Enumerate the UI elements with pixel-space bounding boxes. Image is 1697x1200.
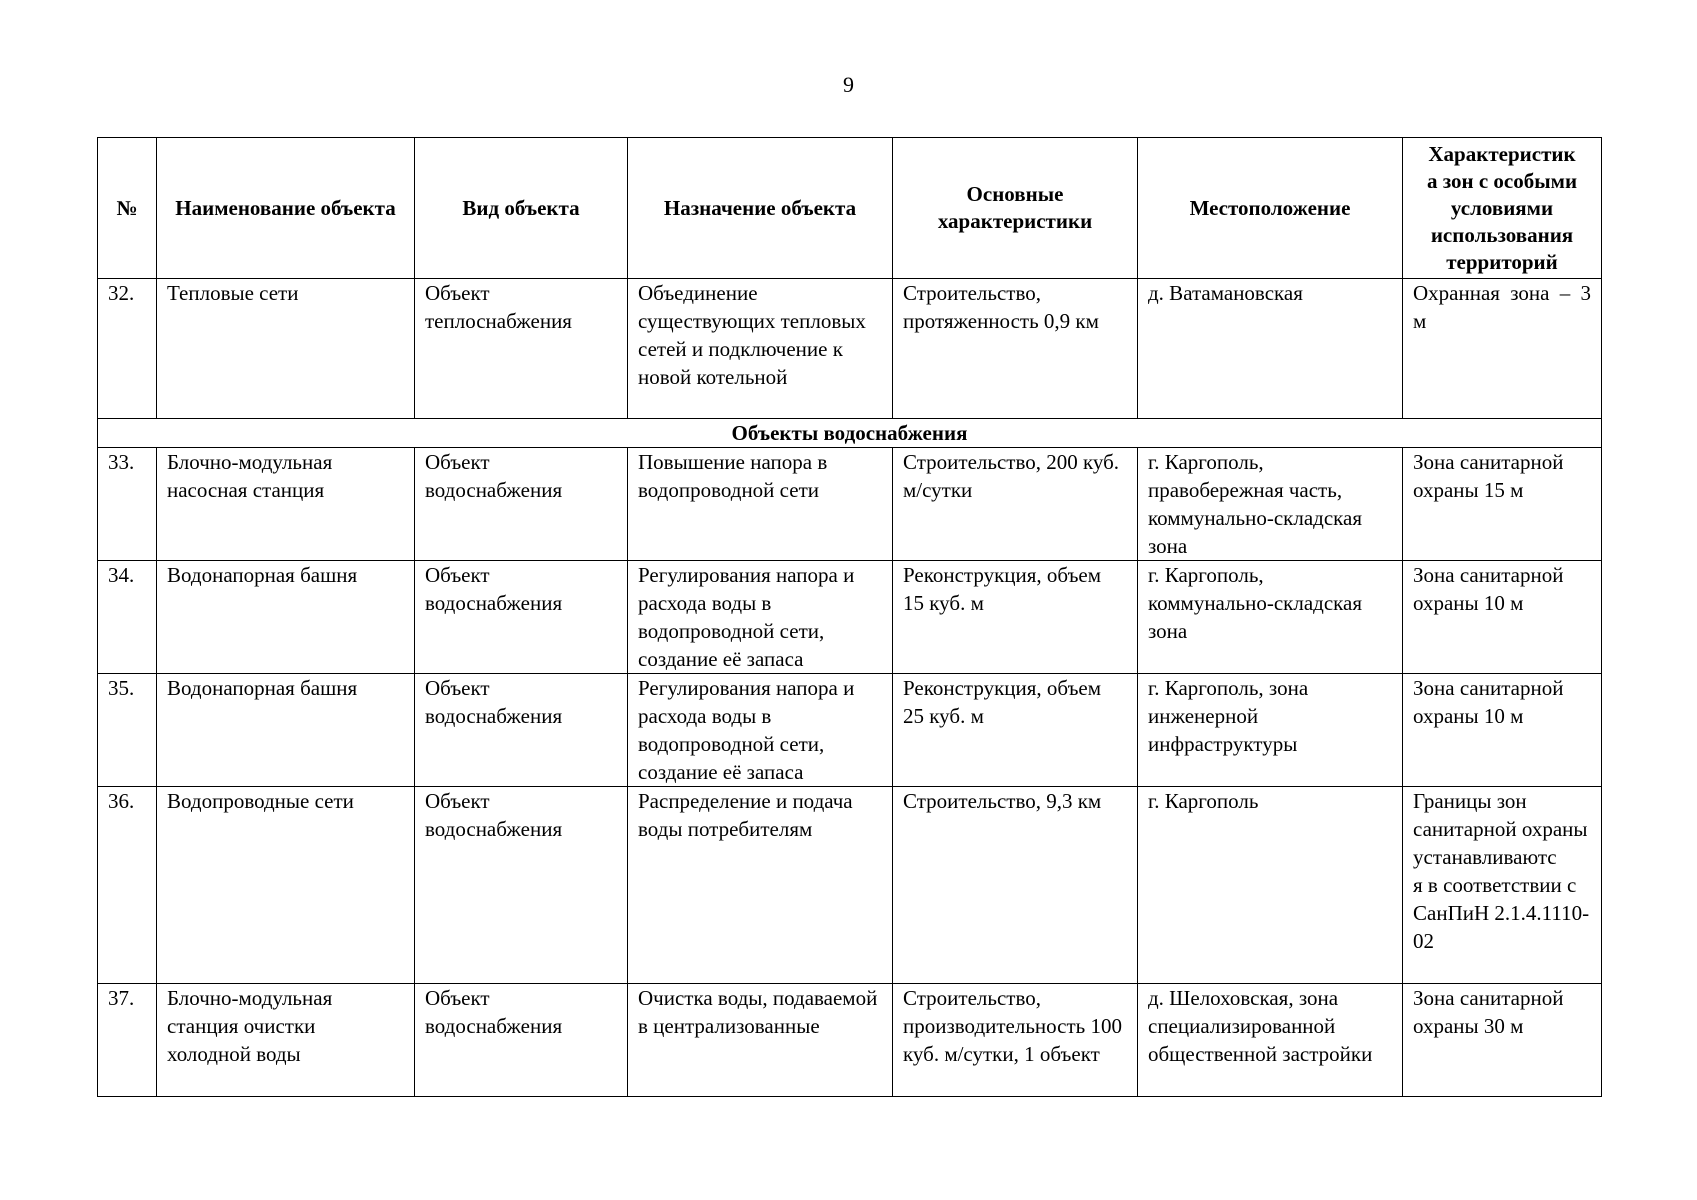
row-name: Блочно-модульная насосная станция [157,448,415,561]
header-number: № [98,138,157,279]
row-zones: Зона санитарной охраны 10 м [1403,674,1602,787]
row-location: г. Каргополь, зона инженерной инфраструктуры [1138,674,1403,787]
row-name: Тепловые сети [157,279,415,419]
table-row [98,787,1602,984]
row-location: г. Каргополь, коммунально-складская зона [1138,561,1403,674]
table-row [98,984,1602,1097]
row-characteristics: Строительство, протяженность 0,9 км [893,279,1138,419]
row-purpose: Регулирования напора и расхода воды в водопроводной сети, создание её запаса [628,561,893,674]
table-row [98,448,1602,561]
header-zones [1403,138,1602,279]
row-purpose: Очистка воды, подаваемой в централизованные [628,984,893,1097]
row-name: Водопроводные сети [157,787,415,984]
row-type: Объект теплоснабжения [415,279,628,419]
row-characteristics: Реконструкция, объем 15 куб. м [893,561,1138,674]
row-number: 34. [98,561,157,674]
table-row [98,279,1602,419]
header-name: Наименование объекта [157,138,415,279]
row-zones: Зона санитарной охраны 10 м [1403,561,1602,674]
row-characteristics: Строительство, 9,3 км [893,787,1138,984]
row-number: 36. [98,787,157,984]
row-name: Блочно-модульная станция очистки холодной воды [157,984,415,1097]
section-title: Объекты водоснабжения [98,419,1602,448]
header-characteristics: Основные характеристики [893,138,1138,279]
row-purpose: Распределение и подача воды потребителям [628,787,893,984]
row-name: Водонапорная башня [157,674,415,787]
row-characteristics: Строительство, производительность 100 куб. м/сутки, 1 объект [893,984,1138,1097]
row-number: 33. [98,448,157,561]
row-location: д. Ватамановская [1138,279,1403,419]
row-type: Объект водоснабжения [415,787,628,984]
section-row [98,419,1602,448]
row-purpose: Объединение существующих тепловых сетей и подключение к новой котельной [628,279,893,419]
row-zones [1403,787,1602,984]
header-location: Местоположение [1138,138,1403,279]
table-row [98,561,1602,674]
row-type: Объект водоснабжения [415,674,628,787]
row-number: 32. [98,279,157,419]
row-zones-text: Границы зон санитарной охраны устанавливаютс я в соответствии с СанПиН 2.1.4.1110-02 [1413,789,1590,953]
row-zones: Охранная зона – 3 м [1403,279,1602,419]
row-type: Объект водоснабжения [415,984,628,1097]
row-number: 35. [98,674,157,787]
row-type: Объект водоснабжения [415,561,628,674]
objects-table [97,137,1602,1097]
row-zones: Зона санитарной охраны 15 м [1403,448,1602,561]
row-purpose: Повышение напора в водопроводной сети [628,448,893,561]
row-number: 37. [98,984,157,1097]
header-type: Вид объекта [415,138,628,279]
row-type: Объект водоснабжения [415,448,628,561]
row-name: Водонапорная башня [157,561,415,674]
table-header-row [98,138,1602,279]
table-row [98,674,1602,787]
header-zones-text: Характеристик а зон с особыми условиями использования территорий [1426,141,1578,274]
row-zones: Зона санитарной охраны 30 м [1403,984,1602,1097]
row-characteristics: Строительство, 200 куб. м/сутки [893,448,1138,561]
header-purpose: Назначение объекта [628,138,893,279]
row-characteristics: Реконструкция, объем 25 куб. м [893,674,1138,787]
row-purpose: Регулирования напора и расхода воды в водопроводной сети, создание её запаса [628,674,893,787]
row-location: д. Шелоховская, зона специализированной общественной застройки [1138,984,1403,1097]
row-location: г. Каргополь [1138,787,1403,984]
row-location: г. Каргополь, правобережная часть, коммунально-складская зона [1138,448,1403,561]
page-number: 9 [843,72,854,97]
